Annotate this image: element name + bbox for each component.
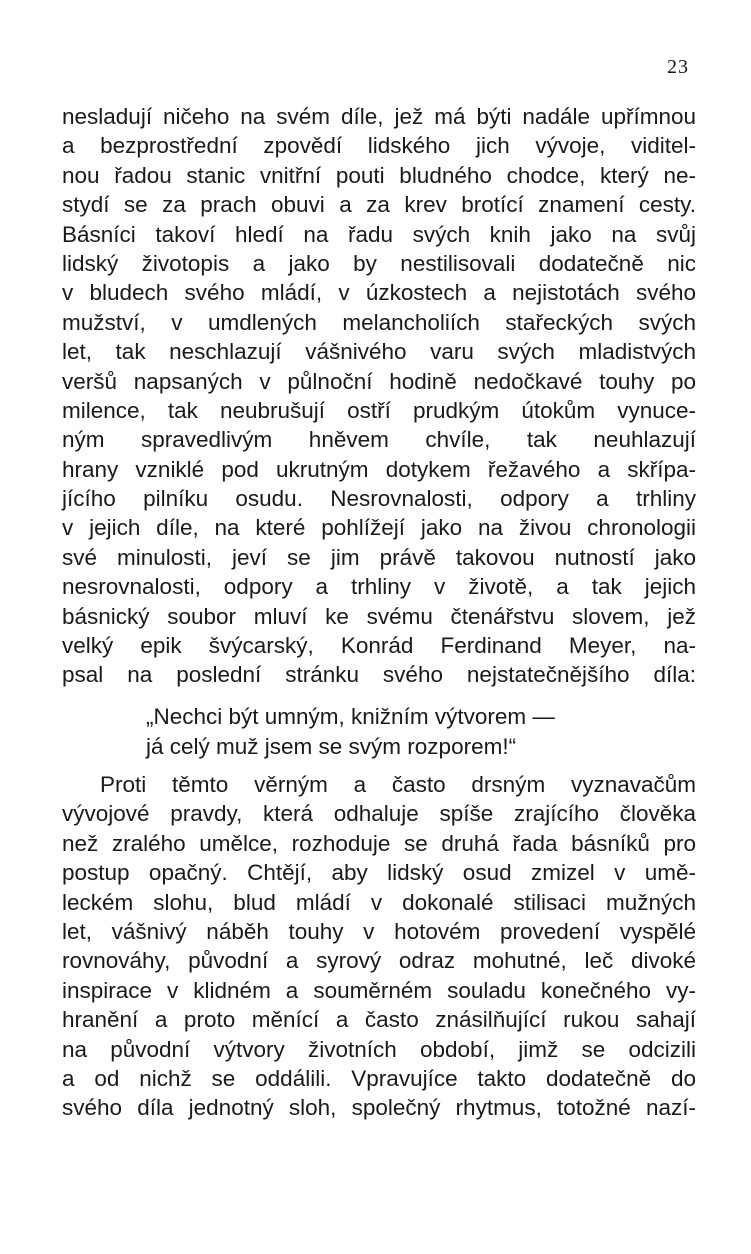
text-line: na původní výtvory životních období, jimž se odcizili [62,1036,696,1062]
text-line: Proti těmto věrným a často drsným vyznavačům [100,772,696,797]
text-line: stydí se za prach obuvi a za krev brotící znamení cesty. [62,192,696,218]
text-line: vývojové pravdy, která odhaluje spíše zrajícího člověka [62,801,696,827]
text-line: lidský životopis a jako by nestilisovali dodatečně nic [62,250,696,276]
text-line: rovnováhy, původní a syrový odraz mohutné, leč divoké [62,948,696,974]
text-line: básnický soubor mluví ke svému čtenářstvu slovem, jež [62,603,696,629]
text-line: než zralého umělce, rozhoduje se druhá řada básníků pro [62,830,696,856]
text-line: veršů napsaných v půlnoční hodině nedočkavé touhy po [62,368,696,394]
text-line: leckém slohu, blud mládí v dokonalé stilisaci mužných [62,889,696,915]
text-line: milence, tak neubrušují ostří prudkým útokům vynuce- [62,397,696,423]
text-line: let, vášnivý náběh touhy v hotovém provedení vyspělé [62,918,696,944]
text-line: svého díla jednotný sloh, společný rhytmus, totožné nazí- [62,1095,696,1121]
text-line: velký epik švýcarský, Konrád Ferdinand Meyer, na- [62,633,696,659]
verse-line: já celý muž jsem se svým rozporem!“ [146,734,517,759]
verse-quote [146,702,706,762]
text-line: postup opačný. Chtějí, aby lidský osud zmizel v umě- [62,860,696,886]
text-line: hrany vzniklé pod ukrutným dotykem řežavého a skřípa- [62,456,696,482]
text-line: a bezprostřední zpovědí lidského jich vývoje, viditel- [62,133,696,159]
text-line: nesrovnalosti, odpory a trhliny v životě, a tak jejich [62,574,696,600]
text-line: psal na poslední stránku svého nejstatečnějšího díla: [62,662,696,688]
text-line: v jejich díle, na které pohlížejí jako na živou chronologii [62,515,696,541]
text-line: mužství, v umdlených melancholiích stařeckých svých [62,309,696,335]
page-number: 23 [667,56,689,78]
text-line: ným spravedlivým hněvem chvíle, tak neuhlazují [62,427,696,453]
text-line: své minulosti, jeví se jim právě takovou nutností jako [62,544,696,570]
text-line: inspirace v klidném a souměrném souladu konečného vy- [62,977,696,1003]
text-line: nou řadou stanic vnitřní pouti bludného chodce, který ne- [62,162,696,188]
verse-line: „Nechci být umným, knižním výtvorem — [146,704,555,729]
text-line: Básníci takoví hledí na řadu svých knih jako na svůj [62,221,696,247]
paragraph-1 [62,102,696,690]
text-line: v bludech svého mládí, v úzkostech a nejistotách svého [62,280,696,306]
text-line: jícího pilníku osudu. Nesrovnalosti, odpory a trhliny [62,486,696,512]
text-line: nesladují ničeho na svém díle, jež má býti nadále upřímnou [62,104,696,129]
text-line: a od nichž se oddálili. Vpravujíce takto dodatečně do [62,1065,696,1091]
paragraph-2 [62,770,696,1123]
text-line: hranění a proto měnící a často znásilňující rukou sahají [62,1007,696,1033]
text-line: let, tak neschlazují vášnivého varu svých mladistvých [62,339,696,365]
